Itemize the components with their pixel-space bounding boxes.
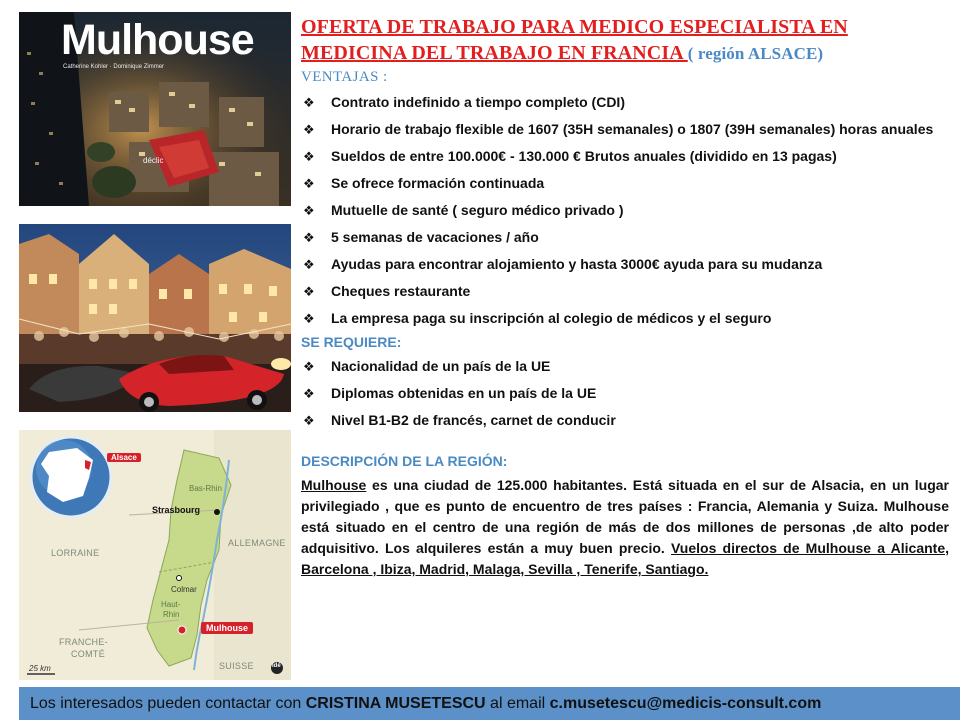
footer-intro: Los interesados pueden contactar con [30,694,306,712]
map-label-bas-rhin: Bas-Rhin [189,484,222,493]
map-scale-label: 25 km [29,664,51,673]
list-item-text: Cheques restaurante [331,283,471,299]
descripcion-city: Mulhouse [301,477,367,493]
mulhouse-night-aerial-photo [19,12,291,206]
diamond-bullet-icon: ❖ [303,122,315,137]
list-item [301,92,949,113]
list-item-text: Sueldos de entre 100.000€ - 130.000 € Brutos anuales (dividido en 13 pagas) [331,148,837,164]
contact-name: CRISTINA MUSETESCU [305,694,486,712]
list-item [301,200,949,221]
descripcion-heading: DESCRIPCIÓN DE LA REGIÓN: [301,453,508,469]
list-item-text: Nacionalidad de un país de la UE [331,358,551,374]
contact-email: c.musetescu@medicis-consult.com [549,694,822,712]
descripcion-text: es una ciudad de 125.000 habitantes. Está situada en el sur de Alsacia, en un lugar privilegiado , que es punto de encuentro de tres países : Francia, Alemania y Suiza. Mulhouse está situado en el centro de una región de más de dos millones de personas ,de alto poder adquisitivo. Los alquileres están a muy buen precio. [301,477,949,556]
diamond-bullet-icon: ❖ [303,176,315,191]
list-item [301,227,949,248]
map-label-haut-rhin-1: Haut- [161,600,181,609]
footer-mid: al email [485,694,550,712]
ventajas-heading: VENTAJAS : [301,69,388,85]
diamond-bullet-icon: ❖ [303,257,315,272]
contact-footer-bar [19,687,960,720]
list-item [301,308,949,329]
map-label-allemagne: ALLEMAGNE [228,538,286,548]
diamond-bullet-icon: ❖ [303,413,315,428]
map-source-logo: idé [272,663,281,669]
title-line-1: OFERTA DE TRABAJO PARA MEDICO ESPECIALISTA EN [301,16,848,38]
list-item-text: La empresa paga su inscripción al colegio de médicos y el seguro [331,310,772,326]
alsace-region-map [19,430,291,680]
list-item-text: Horario de trabajo flexible de 1607 (35H semanales) o 1807 (39H semanales) horas anuales [331,121,934,137]
list-item [301,281,949,302]
city-logo: Mulhouse [61,16,254,64]
descripcion-paragraph [301,475,949,580]
list-item-text: Diplomas obtenidas en un país de la UE [331,385,597,401]
diamond-bullet-icon: ❖ [303,284,315,299]
title-region: ( región ALSACE) [687,44,824,63]
map-label-lorraine: LORRAINE [51,548,100,558]
requiere-heading: SE REQUIERE: [301,334,402,350]
list-item-text: Mutuelle de santé ( seguro médico privado ) [331,202,624,218]
descripcion-flights: Vuelos directos de Mulhouse a Alicante, Barcelona , Ibiza, Madrid, Malaga, Sevilla , Tenerife, Santiago. [301,540,949,577]
list-item [301,119,949,140]
list-item-text: Ayudas para encontrar alojamiento y hasta 3000€ ayuda para su mudanza [331,256,823,272]
diamond-bullet-icon: ❖ [303,203,315,218]
title-line-2: MEDICINA DEL TRABAJO EN FRANCIA [301,42,688,64]
list-item [301,383,949,404]
list-item-text: Nivel B1-B2 de francés, carnet de conducir [331,412,616,428]
requiere-list [301,356,949,431]
photo-credit: déclic [143,156,164,165]
map-label-franche-comte-1: FRANCHE- [59,637,108,647]
map-label-mulhouse: Mulhouse [201,622,253,634]
list-item-text: Contrato indefinido a tiempo completo (CDI) [331,94,625,110]
map-label-haut-rhin-2: Rhin [163,610,180,619]
job-offer-title [301,14,949,67]
list-item [301,146,949,167]
city-logo-credit: Catherine Kohler · Dominique Zimmer [63,64,165,70]
diamond-bullet-icon: ❖ [303,149,315,164]
job-offer-content [301,14,949,580]
list-item [301,254,949,275]
diamond-bullet-icon: ❖ [303,230,315,245]
diamond-bullet-icon: ❖ [303,386,315,401]
map-label-alsace: Alsace [107,453,141,462]
list-item-text: 5 semanas de vacaciones / año [331,229,539,245]
diamond-bullet-icon: ❖ [303,95,315,110]
mulhouse-square-vintage-cars-photo [19,224,291,412]
map-label-franche-comte-2: COMTÉ [71,649,105,659]
map-label-strasbourg: Strasbourg [152,505,201,515]
list-item [301,173,949,194]
list-item [301,356,949,377]
map-label-suisse: SUISSE [219,661,254,671]
map-label-colmar: Colmar [171,585,197,594]
list-item [301,410,949,431]
list-item-text: Se ofrece formación continuada [331,175,545,191]
ventajas-list [301,92,949,329]
diamond-bullet-icon: ❖ [303,359,315,374]
diamond-bullet-icon: ❖ [303,311,315,326]
